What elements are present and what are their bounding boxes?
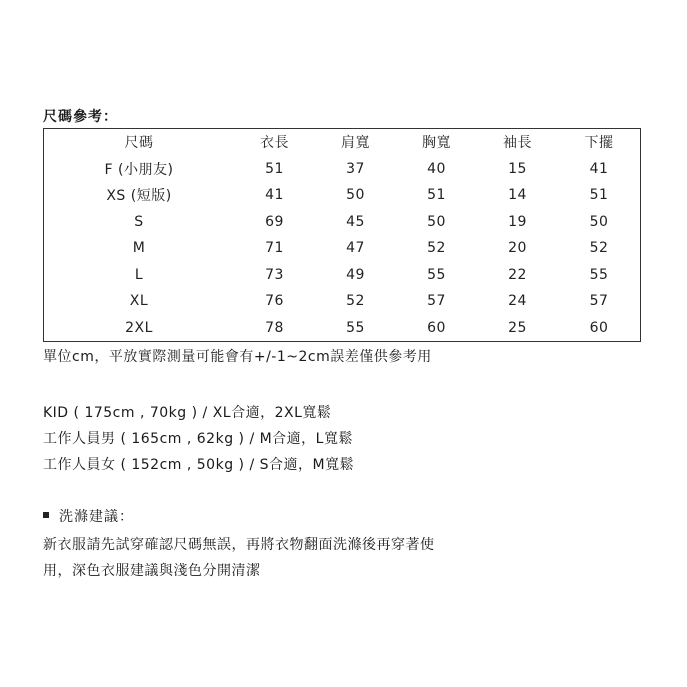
cell-shoulder: 49 — [346, 266, 365, 283]
cell-hem: 41 — [589, 160, 609, 177]
cell-sleeve: 14 — [508, 187, 527, 204]
cell-sleeve: 15 — [508, 160, 527, 177]
cell-shoulder: 52 — [346, 293, 365, 310]
cell-chest: 51 — [427, 187, 446, 204]
cell-length: 51 — [265, 160, 284, 177]
table-row — [44, 235, 641, 262]
wash-heading-label: 洗滌建議： — [59, 509, 134, 525]
wash-heading — [43, 506, 134, 526]
header-sleeve: 袖長 — [503, 135, 533, 152]
cell-hem: 60 — [589, 319, 609, 336]
measurement-note: 單位cm，平放實際測量可能會有+/-1~2cm誤差僅供參考用 — [43, 349, 432, 365]
cell-hem: 57 — [589, 293, 609, 310]
cell-shoulder: 37 — [346, 160, 365, 177]
cell-chest: 55 — [427, 266, 446, 283]
cell-shoulder: 47 — [346, 240, 365, 257]
cell-chest: 40 — [427, 160, 446, 177]
header-hem: 下擺 — [584, 135, 614, 152]
table-row — [44, 288, 641, 315]
header-shoulder: 肩寬 — [341, 135, 371, 152]
cell-length: 73 — [265, 266, 284, 283]
header-chest: 胸寬 — [422, 135, 452, 152]
square-bullet-icon — [43, 512, 49, 518]
header-length: 衣長 — [260, 135, 289, 152]
cell-sleeve: 24 — [508, 293, 527, 310]
model-info-kid: KID ( 175cm , 70kg ) / XL合適，2XL寬鬆 — [43, 405, 332, 421]
cell-hem: 55 — [589, 266, 609, 283]
cell-sleeve: 19 — [508, 213, 527, 230]
cell-chest: 57 — [427, 293, 446, 310]
cell-size: F (小朋友) — [104, 161, 174, 178]
cell-size: XL — [129, 293, 149, 310]
table-row — [44, 182, 641, 209]
cell-size: M — [132, 240, 146, 257]
cell-hem: 50 — [589, 213, 609, 230]
cell-size: S — [134, 213, 144, 230]
cell-shoulder: 45 — [346, 213, 365, 230]
cell-sleeve: 20 — [508, 240, 527, 257]
model-info-male: 工作人員男 ( 165cm , 62kg ) / M合適，L寬鬆 — [43, 431, 353, 447]
cell-size: L — [134, 266, 144, 283]
cell-length: 78 — [265, 319, 284, 336]
cell-length: 69 — [265, 213, 284, 230]
wash-text-line: 新衣服請先試穿確認尺碼無誤，再將衣物翻面洗滌後再穿著使 — [43, 537, 435, 553]
table-row — [44, 156, 641, 183]
cell-chest: 52 — [427, 240, 446, 257]
size-table — [43, 128, 641, 342]
table-row — [44, 315, 641, 342]
cell-sleeve: 25 — [508, 319, 527, 336]
wash-text-line: 用，深色衣服建議與淺色分開清潔 — [43, 563, 261, 579]
cell-length: 76 — [265, 293, 284, 310]
cell-sleeve: 22 — [508, 266, 527, 283]
cell-shoulder: 55 — [346, 319, 365, 336]
cell-hem: 51 — [589, 187, 609, 204]
header-size: 尺碼 — [124, 135, 154, 152]
cell-size: 2XL — [125, 319, 153, 336]
table-row — [44, 262, 641, 289]
cell-size: XS (短版) — [106, 188, 172, 205]
cell-length: 71 — [265, 240, 284, 257]
table-row — [44, 209, 641, 236]
size-guide-heading: 尺碼參考： — [43, 109, 118, 125]
cell-length: 41 — [265, 187, 284, 204]
cell-chest: 50 — [427, 213, 446, 230]
cell-hem: 52 — [589, 240, 609, 257]
table-header-row — [44, 129, 641, 156]
cell-shoulder: 50 — [346, 187, 365, 204]
model-info-female: 工作人員女 ( 152cm , 50kg ) / S合適，M寬鬆 — [43, 457, 355, 473]
cell-chest: 60 — [427, 319, 446, 336]
